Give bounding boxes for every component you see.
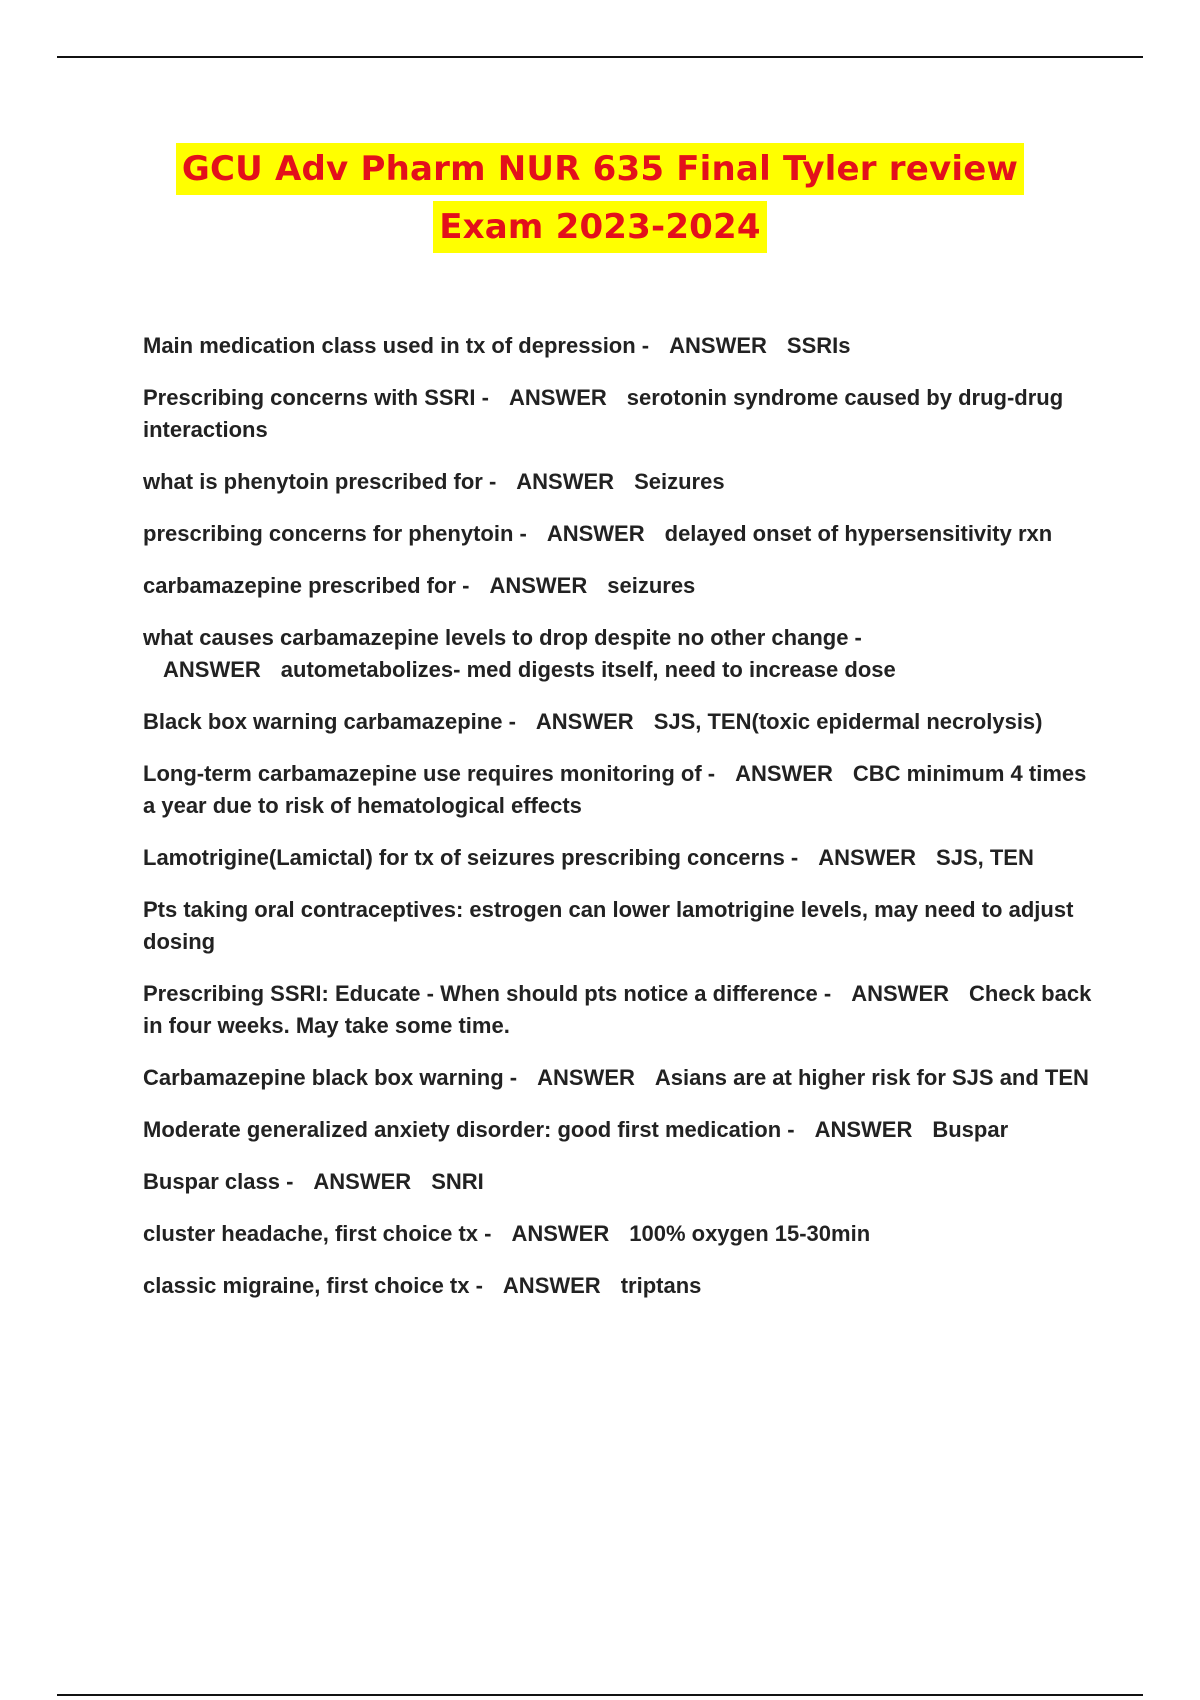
answer-text: SSRIs (786, 333, 851, 358)
answer-label: ANSWER (489, 573, 588, 598)
document-title (0, 140, 1200, 256)
answer-label: ANSWER (508, 385, 607, 410)
qa-item (143, 758, 1093, 822)
answer-label: ANSWER (516, 469, 615, 494)
question-text: Prescribing concerns with SSRI - (143, 385, 489, 410)
qa-item (143, 842, 1093, 874)
answer-label: ANSWER (851, 981, 950, 1006)
answer-text: SJS, TEN (936, 845, 1034, 870)
answer-label: ANSWER (814, 1117, 913, 1142)
qa-item (143, 330, 1093, 362)
title-line-1: GCU Adv Pharm NUR 635 Final Tyler review (176, 143, 1024, 195)
answer-label: ANSWER (735, 761, 833, 786)
answer-text: 100% oxygen 15-30min (629, 1221, 871, 1246)
answer-text: serotonin syndrome caused by drug-drug interactions (143, 385, 1064, 442)
question-text: Carbamazepine black box warning - (143, 1065, 518, 1090)
answer-text: Asians are at higher risk for SJS and TEN (654, 1065, 1089, 1090)
qa-list (143, 330, 1093, 1322)
question-text: Main medication class used in tx of depression - (143, 333, 650, 358)
answer-label: ANSWER (546, 521, 645, 546)
qa-item (143, 706, 1093, 738)
answer-text: CBC minimum 4 times a year due to risk of hematological effects (143, 761, 1087, 818)
answer-label: ANSWER (502, 1273, 601, 1298)
question-text: Prescribing SSRI: Educate - When should pts notice a difference - (143, 981, 832, 1006)
qa-item (143, 894, 1093, 958)
answer-label: ANSWER (669, 333, 767, 358)
question-text: what causes carbamazepine levels to drop despite no other change - (143, 625, 862, 650)
answer-text: delayed onset of hypersensitivity rxn (664, 521, 1053, 546)
qa-item (143, 570, 1093, 602)
answer-label: ANSWER (818, 845, 917, 870)
answer-text: SNRI (431, 1169, 484, 1194)
top-divider (57, 56, 1143, 58)
answer-label: ANSWER (313, 1169, 412, 1194)
title-line-2: Exam 2023-2024 (433, 201, 767, 253)
question-text: Black box warning carbamazepine - (143, 709, 516, 734)
qa-item (143, 518, 1093, 550)
answer-label: ANSWER (511, 1221, 610, 1246)
qa-item (143, 622, 1093, 686)
answer-text: autometabolizes- med digests itself, need to increase dose (280, 657, 896, 682)
question-text: carbamazepine prescribed for - (143, 573, 470, 598)
answer-text: SJS, TEN(toxic epidermal necrolysis) (653, 709, 1043, 734)
question-text: Moderate generalized anxiety disorder: good first medication - (143, 1117, 795, 1142)
bottom-divider (57, 1694, 1143, 1696)
answer-label: ANSWER (163, 657, 261, 682)
question-text: prescribing concerns for phenytoin - (143, 521, 527, 546)
qa-item (143, 1114, 1093, 1146)
answer-label: ANSWER (535, 709, 634, 734)
question-text: what is phenytoin prescribed for - (143, 469, 497, 494)
qa-item (143, 466, 1093, 498)
question-text: classic migraine, first choice tx - (143, 1273, 483, 1298)
qa-item (143, 1062, 1093, 1094)
question-text: Pts taking oral contraceptives: estrogen can lower lamotrigine levels, may need to adjust dosing (143, 897, 1074, 954)
qa-item (143, 1270, 1093, 1302)
qa-item (143, 1166, 1093, 1198)
answer-text: seizures (607, 573, 696, 598)
answer-text: triptans (620, 1273, 702, 1298)
answer-text: Buspar (932, 1117, 1009, 1142)
answer-text: Check back in four weeks. May take some time. (143, 981, 1092, 1038)
qa-item (143, 1218, 1093, 1250)
answer-label: ANSWER (537, 1065, 635, 1090)
question-text: cluster headache, first choice tx - (143, 1221, 492, 1246)
qa-item (143, 978, 1093, 1042)
question-text: Lamotrigine(Lamictal) for tx of seizures prescribing concerns - (143, 845, 799, 870)
question-text: Long-term carbamazepine use requires monitoring of - (143, 761, 716, 786)
answer-text: Seizures (634, 469, 725, 494)
qa-item (143, 382, 1093, 446)
question-text: Buspar class - (143, 1169, 294, 1194)
